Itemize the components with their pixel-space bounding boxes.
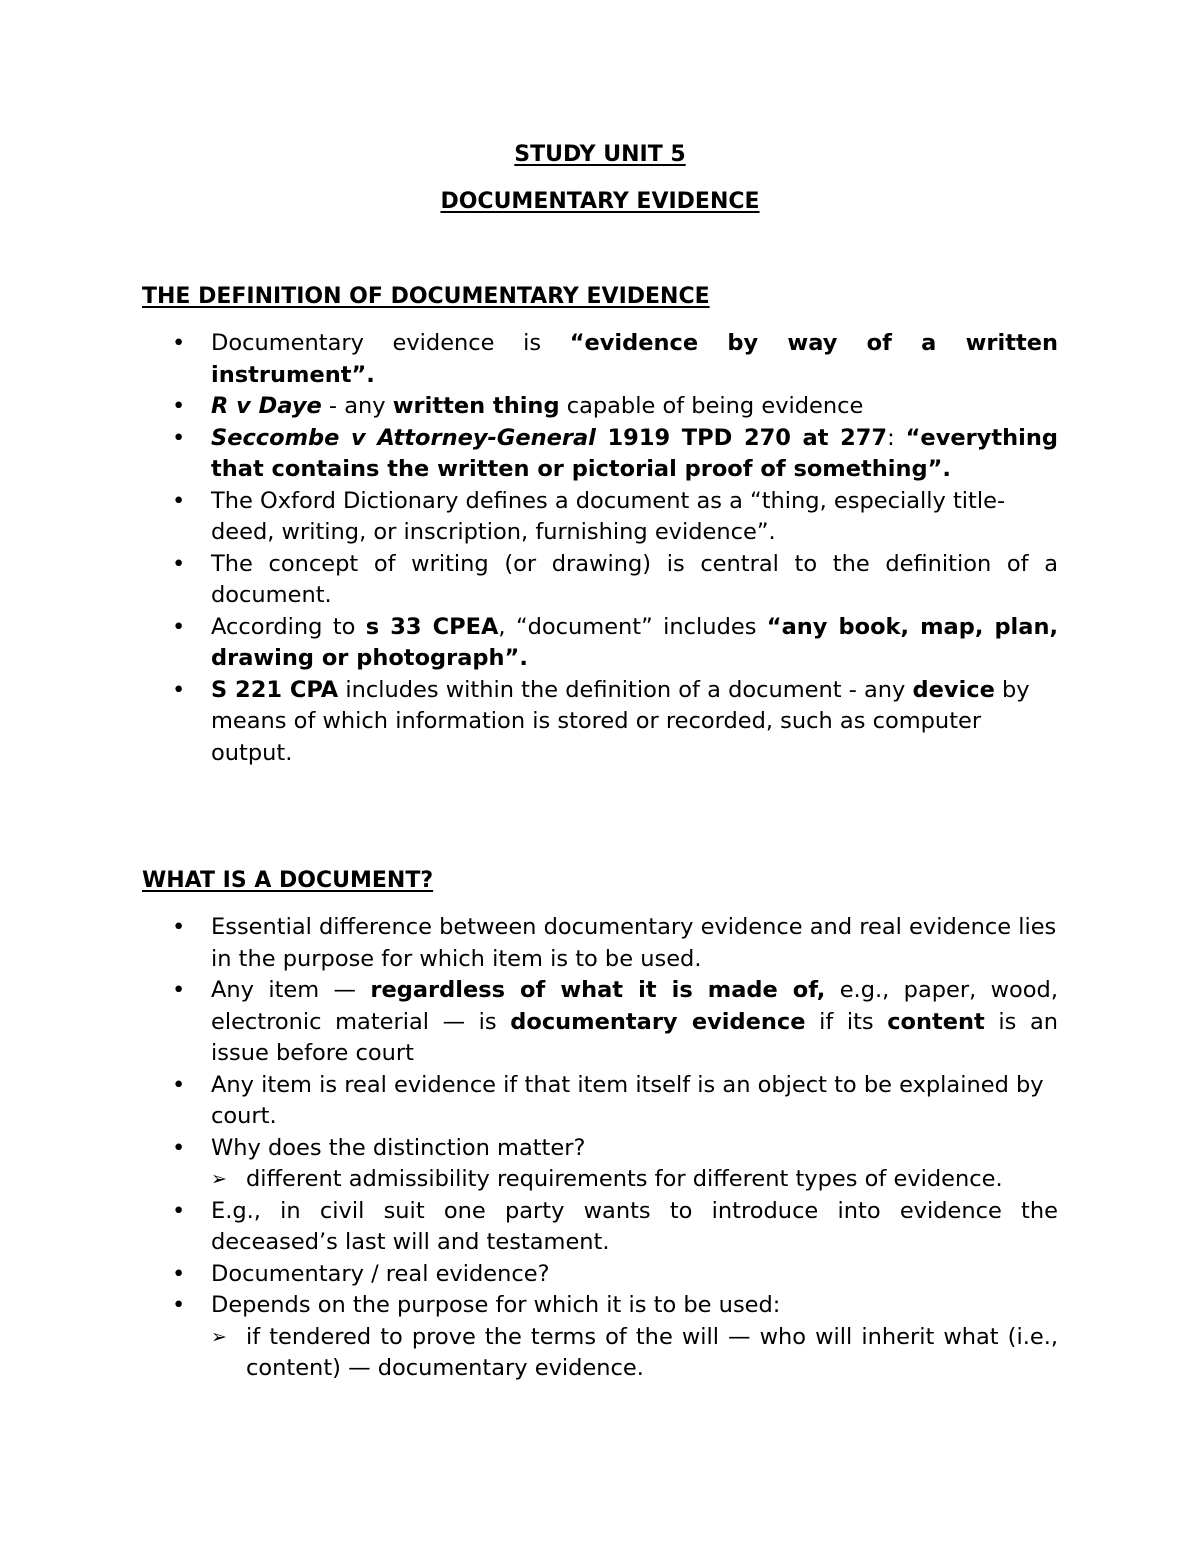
section-heading-definition: THE DEFINITION OF DOCUMENTARY EVIDENCE <box>142 284 710 309</box>
section-heading-what-is-document: WHAT IS A DOCUMENT? <box>142 868 434 893</box>
list-item: • Depends on the purpose for which it is to be used: <box>0 1290 1058 1322</box>
sub-list-item: ➢ if tendered to prove the terms of the will — who will inherit what (i.e., content) — documentary evidence. <box>0 1322 1058 1385</box>
list-item: • E.g., in civil suit one party wants to introduce into evidence the deceased’s last will and testament. <box>0 1196 1058 1259</box>
list-item: • R v Daye - any written thing capable of being evidence <box>0 391 1058 423</box>
list-item: • Documentary evidence is “evidence by way of a written instrument”. <box>0 328 1058 391</box>
page-subtitle: DOCUMENTARY EVIDENCE <box>440 189 760 214</box>
list-item: • The Oxford Dictionary defines a document as a “thing, especially title-deed, writing, or inscription, furnishing evidence”. <box>0 486 1058 549</box>
list-item: • Seccombe v Attorney-General 1919 TPD 270 at 277: “everything that contains the written or pictorial proof of something”. <box>0 423 1058 486</box>
list-item: • Essential difference between documentary evidence and real evidence lies in the purpose for which item is to be used. <box>0 912 1058 975</box>
sub-list-item: ➢ different admissibility requirements for different types of evidence. <box>0 1164 1058 1196</box>
page-title: STUDY UNIT 5 <box>514 142 686 167</box>
list-item: • Any item — regardless of what it is made of, e.g., paper, wood, electronic material — is documentary evidence if its content is an issue before court <box>0 975 1058 1070</box>
list-item: • The concept of writing (or drawing) is central to the definition of a document. <box>0 549 1058 612</box>
list-item: • Documentary / real evidence? <box>0 1259 1058 1291</box>
definition-list <box>0 328 1200 769</box>
list-item: • S 221 CPA includes within the definition of a document - any device by means of which information is stored or recorded, such as computer output. <box>0 675 1058 770</box>
list-item: • Any item is real evidence if that item itself is an object to be explained by court. <box>0 1070 1058 1133</box>
list-item: • Why does the distinction matter? <box>0 1133 1058 1165</box>
document-list <box>0 912 1200 1385</box>
list-item: • According to s 33 CPEA, “document” includes “any book, map, plan, drawing or photograph”. <box>0 612 1058 675</box>
